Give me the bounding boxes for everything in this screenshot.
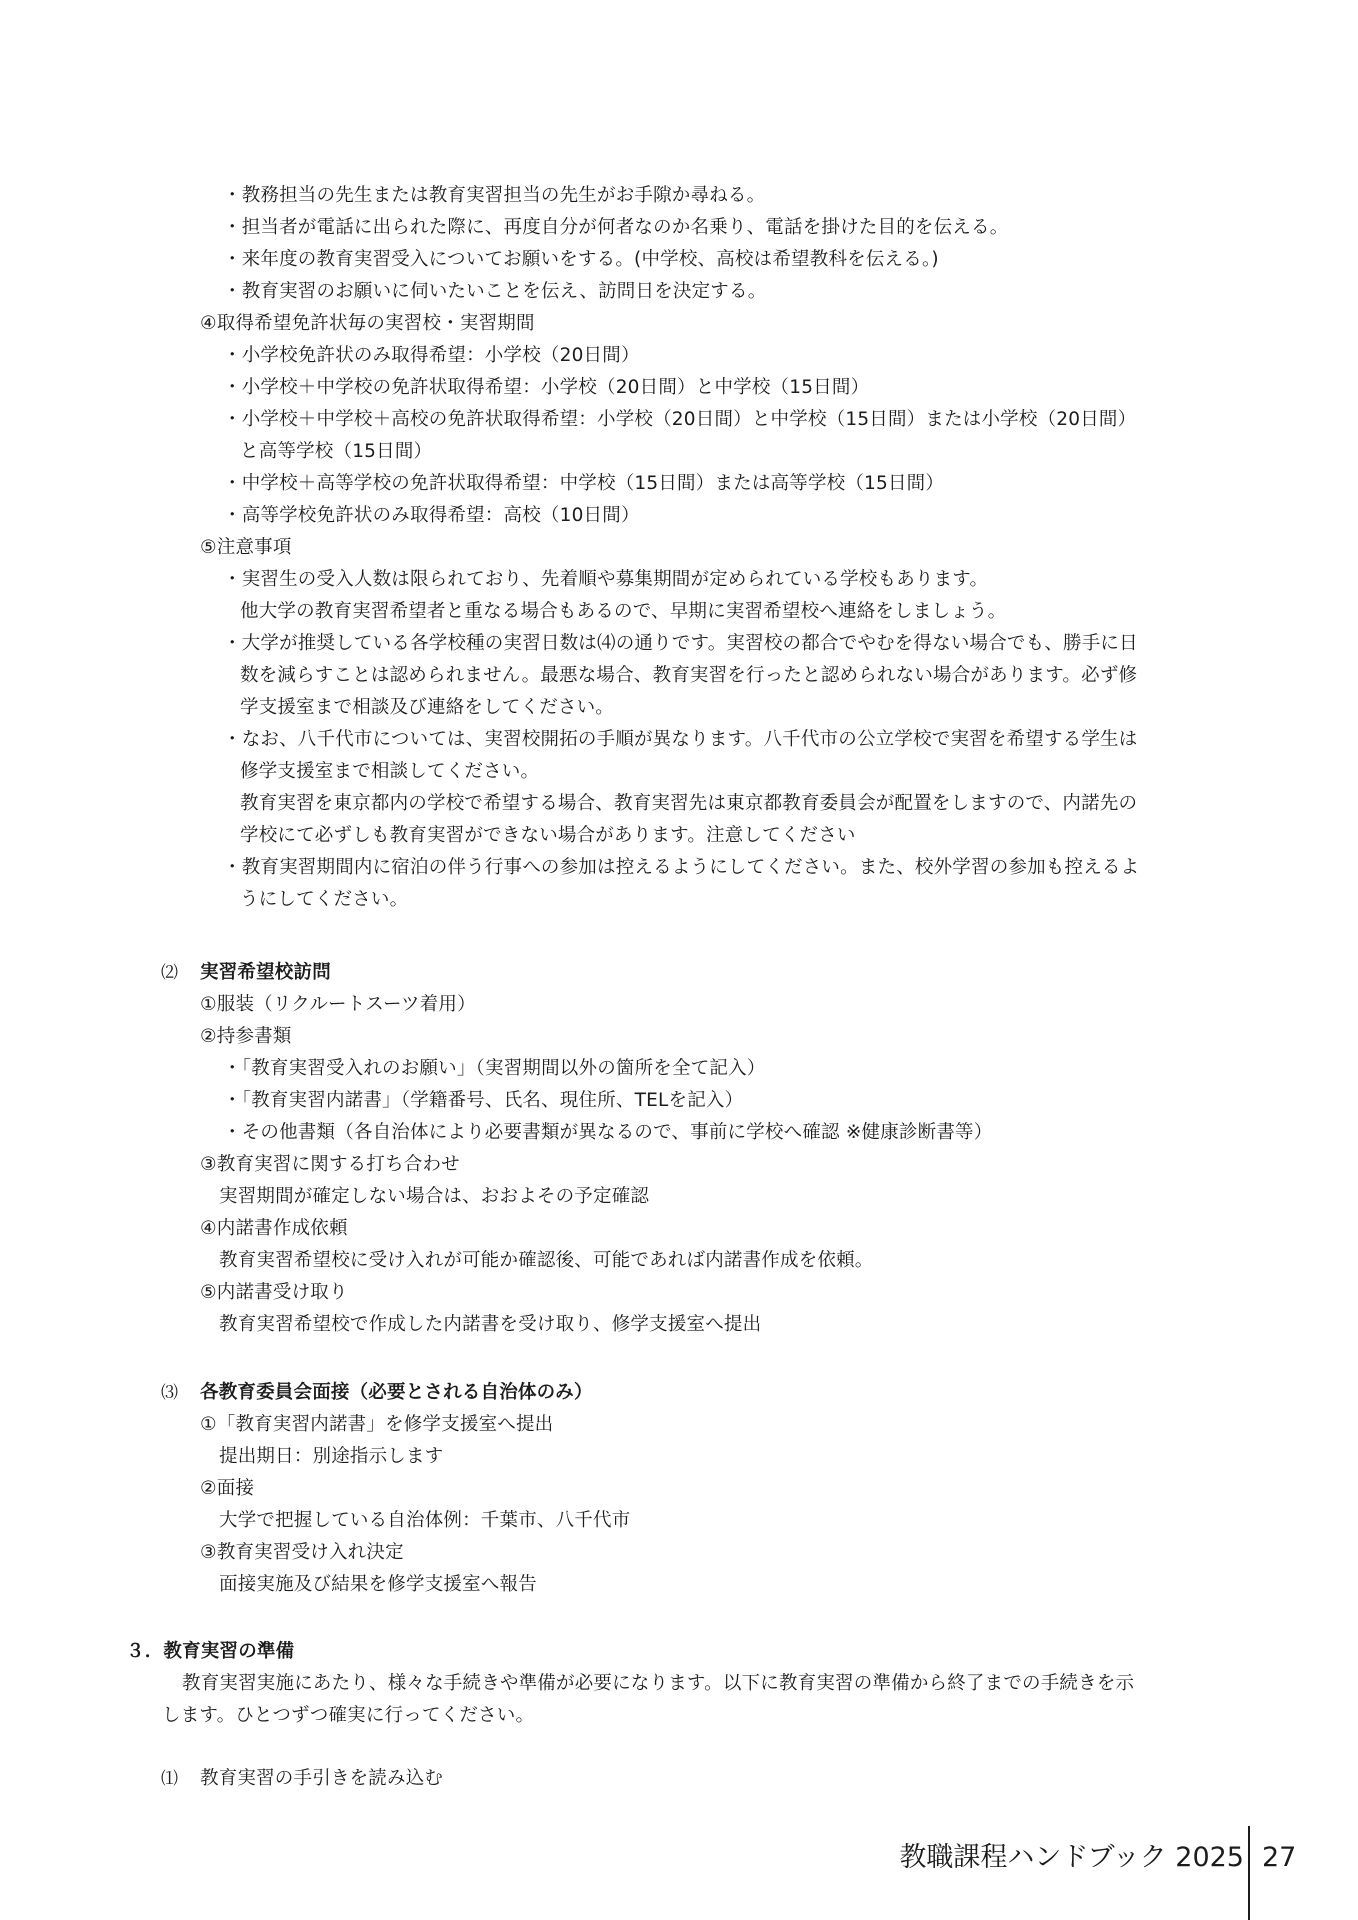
- section2-number: ⑵: [161, 963, 178, 983]
- section2-line: ①服装（リクルートスーツ着用）: [200, 994, 476, 1015]
- section2-line: ・その他書類（各自治体により必要書類が異なるので、事前に学校へ確認 ※健康診断書等）: [223, 1122, 993, 1143]
- item4-line: ・小学校免許状のみ取得希望：小学校（20日間）: [223, 345, 640, 366]
- section2-line: ③教育実習に関する打ち合わせ: [200, 1154, 460, 1175]
- section2-line: ・「教育実習内諾書」（学籍番号、氏名、現住所、TELを記入）: [223, 1090, 744, 1111]
- section2-line: ②持参書類: [200, 1026, 292, 1047]
- section3-line: ③教育実習受け入れ決定: [200, 1542, 404, 1563]
- item5-line: ・なお、八千代市については、実習校開拓の手順が異なります。八千代市の公立学校で実習を希望する学生は: [223, 729, 1138, 750]
- chapter3-body: 教育実習実施にあたり、様々な手続きや準備が必要になります。以下に教育実習の準備から終了までの手続きを示: [182, 1673, 1135, 1694]
- chapter3-sub-number: ⑴: [161, 1769, 178, 1789]
- item4-heading: ④取得希望免許状毎の実習校・実習期間: [200, 313, 535, 334]
- item5-line: 学支援室まで相談及び連絡をしてください。: [240, 697, 615, 718]
- item5-line: 教育実習を東京都内の学校で希望する場合、教育実習先は東京都教育委員会が配置をしますので、内諾先の: [240, 793, 1138, 814]
- item5-heading: ⑤注意事項: [200, 537, 292, 558]
- page-number: 27: [1262, 1842, 1297, 1873]
- item4-line: ・中学校＋高等学校の免許状取得希望：中学校（15日間）または高等学校（15日間）: [223, 473, 945, 494]
- section2-line: 教育実習希望校で作成した内諾書を受け取り、修学支援室へ提出: [219, 1314, 762, 1335]
- section2-line: 実習期間が確定しない場合は、おおよその予定確認: [219, 1186, 650, 1207]
- footer-title: 教職課程ハンドブック 2025: [899, 1842, 1244, 1873]
- contact-list-item: ・来年度の教育実習受入についてお願いをする。(中学校、高校は希望教科を伝える。): [223, 249, 939, 270]
- item5-line: うにしてください。: [240, 889, 409, 910]
- chapter3-sub-title: 教育実習の手引きを読み込む: [200, 1768, 444, 1789]
- section3-line: 面接実施及び結果を修学支援室へ報告: [219, 1574, 537, 1595]
- item4-line: と高等学校（15日間）: [240, 441, 433, 462]
- item5-line: ・大学が推奨している各学校種の実習日数は⑷の通りです。実習校の都合でやむを得ない場合でも、勝手に日: [223, 633, 1138, 654]
- item5-line: ・実習生の受入人数は限られており、先着順や募集期間が定められている学校もあります。: [223, 569, 989, 590]
- item5-line: 他大学の教育実習希望者と重なる場合もあるので、早期に実習希望校へ連絡をしましょう。: [240, 601, 1007, 622]
- section3-number: ⑶: [161, 1383, 178, 1403]
- item5-line: 修学支援室まで相談してください。: [240, 761, 540, 782]
- contact-list-item: ・教育実習のお願いに伺いたいことを伝え、訪問日を決定する。: [223, 281, 767, 302]
- chapter3-body: します。ひとつずつ確実に行ってください。: [162, 1705, 535, 1726]
- section3-line: 提出期日：別途指示します: [219, 1446, 444, 1467]
- section2-line: ・「教育実習受入れのお願い」（実習期間以外の箇所を全て記入）: [223, 1058, 766, 1079]
- section3-line: 大学で把握している自治体例：千葉市、八千代市: [219, 1510, 631, 1531]
- contact-list-item: ・担当者が電話に出られた際に、再度自分が何者なのか名乗り、電話を掛けた目的を伝える。: [223, 217, 1009, 238]
- chapter3-title: ３．教育実習の準備: [126, 1641, 295, 1662]
- section3-line: ①「教育実習内諾書」を修学支援室へ提出: [200, 1414, 554, 1435]
- section2-title: 実習希望校訪問: [200, 962, 331, 983]
- footer-divider: [1248, 1826, 1250, 1920]
- item5-line: 学校にて必ずしも教育実習ができない場合があります。注意してください: [240, 825, 856, 846]
- contact-list-item: ・教務担当の先生または教育実習担当の先生がお手隙か尋ねる。: [223, 185, 766, 206]
- item5-line: 数を減らすことは認められません。最悪な場合、教育実習を行ったと認められない場合があります。必ず修: [240, 665, 1138, 686]
- item4-line: ・小学校＋中学校の免許状取得希望：小学校（20日間）と中学校（15日間）: [223, 377, 870, 398]
- item4-line: ・高等学校免許状のみ取得希望：高校（10日間）: [223, 505, 640, 526]
- section2-line: ⑤内諾書受け取り: [200, 1282, 348, 1303]
- section3-title: 各教育委員会面接（必要とされる自治体のみ）: [200, 1382, 593, 1403]
- item5-line: ・教育実習期間内に宿泊の伴う行事への参加は控えるようにしてください。また、校外学習の参加も控えるよ: [223, 857, 1140, 878]
- item4-line: ・小学校＋中学校＋高校の免許状取得希望：小学校（20日間）と中学校（15日間）または小学校（20日間）: [223, 409, 1137, 430]
- section2-line: ④内諾書作成依頼: [200, 1218, 348, 1239]
- section3-line: ②面接: [200, 1478, 255, 1499]
- section2-line: 教育実習希望校に受け入れが可能か確認後、可能であれば内諾書作成を依頼。: [219, 1250, 874, 1271]
